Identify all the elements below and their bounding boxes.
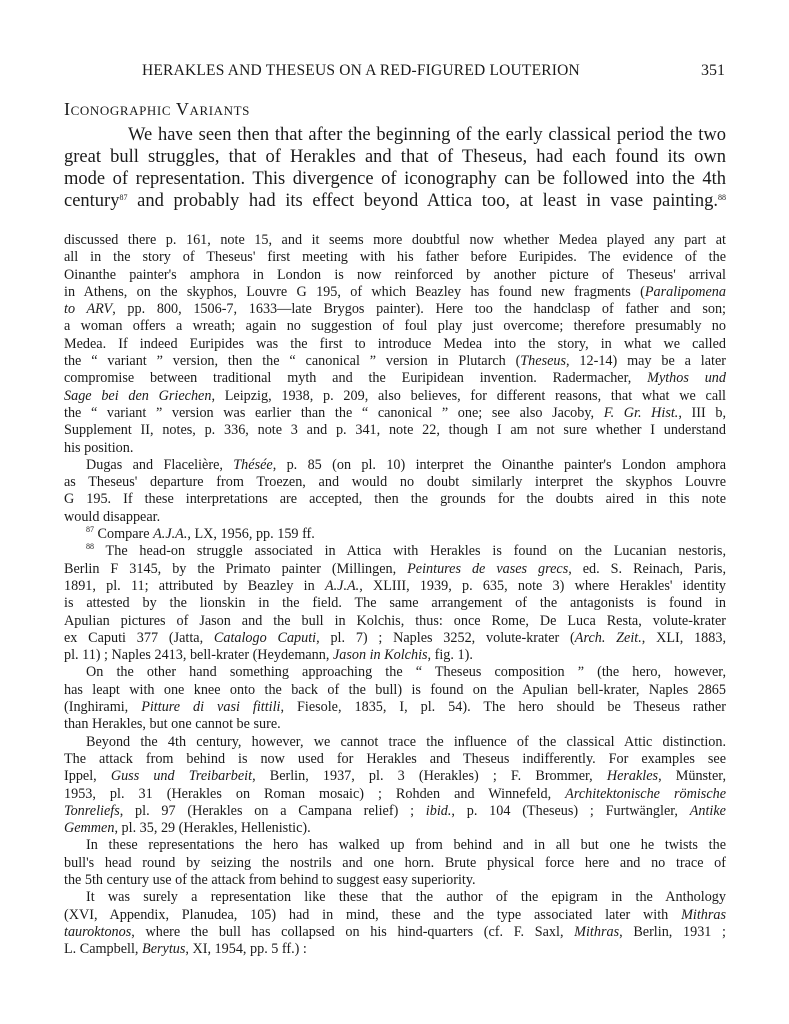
note-paragraph-these [64,837,726,889]
note-line [64,457,726,474]
text-run: Berlin F 3145, by the Primato painter (Millingen, [64,560,408,577]
note-line: Beyond the 4th century, however, we cannot trace the influence of the classical Attic distinction. [86,733,726,750]
note-line: In these representations the hero has walked up from behind and in all but one he twists the [86,837,726,854]
page-number: 351 [701,62,725,79]
note-paragraph-dugas [64,457,726,526]
note-line [64,786,726,803]
note-line: Apulian pictures of Jason and the bull in Kolchis, thus: once Rome, De Luca Resta, volute-krater [64,612,726,629]
note-line [64,907,726,924]
note-line: Supplement II, notes, p. 336, note 3 and p. 341, note 22, though I am not sure whether I understand [64,422,726,439]
text-run: , XI, 1954, pp. 5 ff.) : [185,941,307,958]
note-line: his position. [64,439,134,456]
footnote-number: 88 [86,542,94,552]
note-line [64,803,726,820]
note-line: Oinanthe painter's amphora in London is now reinforced by another picture of Theseus' arrival [64,266,726,283]
text-run: 1891, pl. 11; attributed by Beazley in [64,577,325,594]
note-line: as Theseus' departure from Troezen, and would no doubt similarly interpret the skyphos Louvre [64,474,726,491]
italic-run: Gemmen [64,820,115,837]
italic-run: Mithras [681,906,726,923]
italic-run: F. Gr. Hist. [603,404,679,421]
italic-run: Theseus [520,353,567,370]
note-line: On the other hand something approaching the “ Theseus composition ” (the hero, however, [86,664,726,681]
italic-run: tauroktonos [64,923,132,940]
main-line [64,190,726,212]
italic-run: Architektonische römische [565,785,727,802]
text-run: ex Caputi 377 (Jatta, [64,629,214,646]
note-line: Medea. If indeed Euripides was the first to introduce Medea into the story, in what we called [64,335,726,352]
italic-run: Peintures de vases grecs [407,560,569,577]
italic-run: Thésée [233,456,273,473]
text-run: , XLI, 1883, [641,629,726,646]
footnotes [64,232,726,958]
italic-run: Antike [689,802,726,819]
italic-run: Jason in Kolchis [332,647,428,664]
text-run: pl. 11) ; Naples 2413, bell-krater (Heydemann, [64,647,333,664]
note-line [64,405,726,422]
note-line [64,924,726,941]
text-run: , Fiesole, 1835, I, pl. 54). The hero should be Theseus rather [280,699,727,716]
text-run: , pl. 35, 29 (Herakles, Hellenistic). [114,820,311,837]
footnote-87 [64,526,726,543]
note-line [64,543,726,560]
italic-run: to ARV [64,301,113,318]
italic-run: Paralipomena [644,283,726,300]
italic-run: ibid. [425,802,452,819]
text-run: , p. 85 (on pl. 10) interpret the Oinanthe painter's London amphora [272,456,726,473]
text-run: The head-on struggle associated in Attica with Herakles is found on the Lucanian nestoris, [94,543,726,560]
footnote-ref: 88 [718,193,727,202]
text-run: , Münster, [658,768,727,785]
main-paragraph [64,124,726,212]
text-run: in Athens, on the skyphos, Louvre G 195, of which Beazley has found new fragments ( [64,283,645,300]
running-header [64,62,725,82]
text-run: , III b, [678,404,726,421]
note-line: the 5th century use of the attack from behind to suggest easy superiority. [64,871,476,888]
text-run: the “ variant ” version, then the “ canonical ” version in Plutarch ( [64,353,521,370]
section-heading: Iconographic Variants [64,99,251,119]
text-run: , ed. S. Reinach, Paris, [568,560,727,577]
italic-run: Berytus [142,941,186,958]
note-line [64,630,726,647]
text-run: , pl. 97 (Herakles on a Campana relief) ; [119,802,426,819]
note-line: all in the story of Theseus' first meeting with his father before Euripides. The evidence of the [64,249,726,266]
text-run: (Inghirami, [64,699,142,716]
italic-run: Herakles [606,768,659,785]
text-run: , LX, 1956, pp. 159 ff. [187,526,315,543]
text-run: Ippel, [64,768,111,785]
note-paragraph-surely [64,889,726,958]
italic-run: Catalogo Caputi [213,629,317,646]
text-run: L. Campbell, [64,941,143,958]
note-line [64,301,726,318]
note-line [64,284,726,301]
note-line [64,699,726,716]
italic-run: Tonreliefs [64,802,120,819]
note-line [64,578,726,595]
text-run: Compare [94,526,154,543]
italic-run: Mithras [574,923,620,940]
main-line: mode of representation. This divergence of iconography can be followed into the 4th [64,169,726,189]
note-line [64,561,726,578]
note-line: than Herakles, but one cannot be sure. [64,716,281,733]
note-line: G 195. If these interpretations are accepted, then the grounds for the doubts aired in this note [64,491,726,508]
text-run: 1953, pl. 31 (Herakles on Roman mosaic) ; Rohden and Winnefeld, [64,785,566,802]
italic-run: Pitture di vasi fittili [141,699,281,716]
note-line [64,388,726,405]
note-line [64,353,726,370]
text-run: , 12-14) may be a later [566,353,726,370]
note-line: bull's head round by seizing the nostrils and one horn. Brute physical force here and no trace of [64,854,726,871]
note-line: It was surely a representation like these that the author of the epigram in the Anthology [86,889,726,906]
text-run: compromise between traditional myth and the Euripidean invention. Radermacher, [64,370,648,387]
text-run: , Leipzig, 1938, p. 209, also believes, for different reasons, that what we call [211,387,726,404]
note-line [64,820,726,837]
italic-run: Sage bei den Griechen [64,387,212,404]
note-line [64,370,726,387]
text-run: , fig. 1). [427,647,473,664]
note-line [64,647,726,664]
text-run: , Berlin, 1937, pl. 3 (Herakles) ; F. Brommer, [252,768,607,785]
text-run: , p. 104 (Theseus) ; Furtwängler, [451,802,690,819]
note-line [64,526,726,543]
main-line: We have seen then that after the beginning of the early classical period the two [128,125,726,145]
footnote-ref: 87 [119,193,128,202]
text-run: , pp. 800, 1506-7, 1633—late Brygos painter). Here too the handclasp of father and son; [112,301,726,318]
note-line: a woman offers a wreath; again no suggestion of foul play just overcome; therefore presumably no [64,318,726,335]
main-line-part: century [64,191,120,211]
italic-run: A.J.A. [153,526,188,543]
italic-run: A.J.A. [324,577,360,594]
note-paragraph-other-hand [64,664,726,733]
text-run: the “ variant ” version was earlier than the “ canonical ” one; see also Jacoby, [64,404,604,421]
note-paragraph-beyond [64,734,726,838]
note-line: has leapt with one knee onto the back of the bull) is found on the Apulian bell-krater, Naples 2865 [64,681,726,698]
text-run: , pl. 7) ; Naples 3252, volute-krater ( [316,629,575,646]
note-continuation [64,232,726,457]
text-run: (XVI, Appendix, Planudea, 105) had in mind, these and the type associated later with [64,906,682,923]
main-line: great bull struggles, that of Herakles and that of Theseus, had each found its own [64,147,726,167]
note-line [64,768,726,785]
text-run: Dugas and Flacelière, [86,456,234,473]
note-line: is attested by the lionskin in the field. The same arrangement of the antagonists is found in [64,595,726,612]
footnote-number: 87 [86,525,94,535]
note-line: The attack from behind is now used for Herakles and Theseus indifferently. For examples see [64,750,726,767]
italic-run: Mythos und [647,370,726,387]
italic-run: Guss und Treibarbeit [110,768,253,785]
running-title: HERAKLES AND THESEUS ON A RED-FIGURED LOUTERION [142,62,580,79]
text-run: , Berlin, 1931 ; [619,923,726,940]
note-line [64,941,726,958]
note-line: discussed there p. 161, note 15, and it seems more doubtful now whether Medea played any part at [64,232,726,248]
italic-run: Arch. Zeit. [574,629,642,646]
main-line-part: and probably had its effect beyond Attica too, at least in vase painting. [137,191,719,211]
text-run: , where the bull has collapsed on his hind-quarters (cf. F. Saxl, [131,923,575,940]
note-line: would disappear. [64,508,161,525]
footnote-88 [64,543,726,664]
text-run: , XLIII, 1939, p. 635, note 3) where Herakles' identity [359,577,726,594]
